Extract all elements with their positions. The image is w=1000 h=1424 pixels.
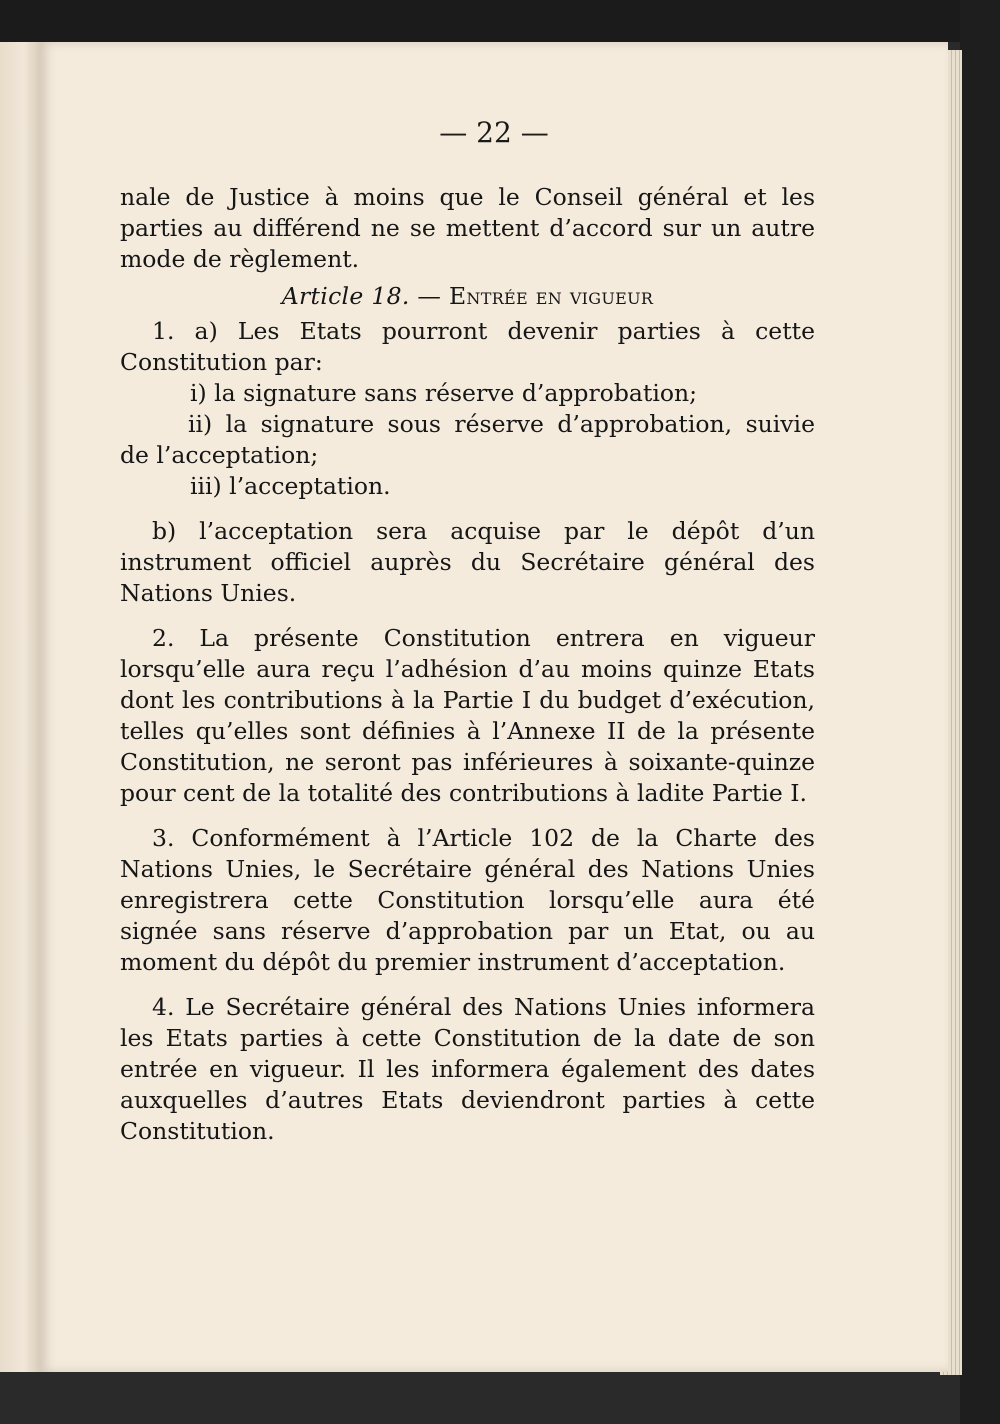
scan-background-top [0,0,1000,42]
article-heading-dash: — [409,282,449,310]
article-title: Entrée en vigueur [448,282,654,310]
list-item-i: i) la signature sans réserve d’approbation; [190,379,698,407]
facing-page-edge [0,42,41,1372]
paragraph-1a: 1. a) Les Etats pourront devenir parties à cette Constitution par: [120,317,815,376]
paragraph-4: 4. Le Secrétaire général des Nations Unies informera les Etats parties à cette Constitution de la date de son entrée en vigueur. Il les informera également des dates auxquelles d’autres Etats deviendront parties à cette Constitution. [120,993,815,1145]
scan-background-right [960,0,1000,1424]
paragraph-1b: b) l’acceptation sera acquise par le dépôt d’un instrument officiel auprès du Secrétaire général des Nations Unies. [120,517,815,607]
continuation-paragraph: nale de Justice à moins que le Conseil général et les parties au différend ne se mettent d’accord sur un autre mode de règlement. [120,183,815,273]
list-item-ii: ii) la signature sous réserve d’approbation, suivie de l’acceptation; [120,410,815,469]
page-number: — 22 — [439,116,549,149]
list-item-iii: iii) l’acceptation. [190,472,391,500]
article-heading [120,281,815,312]
document-page [40,42,948,1372]
paragraph-3: 3. Conformément à l’Article 102 de la Charte des Nations Unies, le Secrétaire général des Nations Unies enregistrera cette Constitution lorsqu’elle aura été signée sans réserve d’approbation par un Etat, ou au moment du dépôt du premier instrument d’acceptation. [120,824,815,976]
page-body [120,182,815,1147]
paragraph-2: 2. La présente Constitution entrera en vigueur lorsqu’elle aura reçu l’adhésion d’au moins quinze Etats dont les contributions à la Partie I du budget d’exécution, telles qu’elles sont définies à l’Annexe II de la présente Constitution, ne seront pas inférieures à soixante-quinze pour cent de la totalité des contributions à ladite Partie I. [120,624,815,807]
article-number: Article 18. [281,282,410,310]
